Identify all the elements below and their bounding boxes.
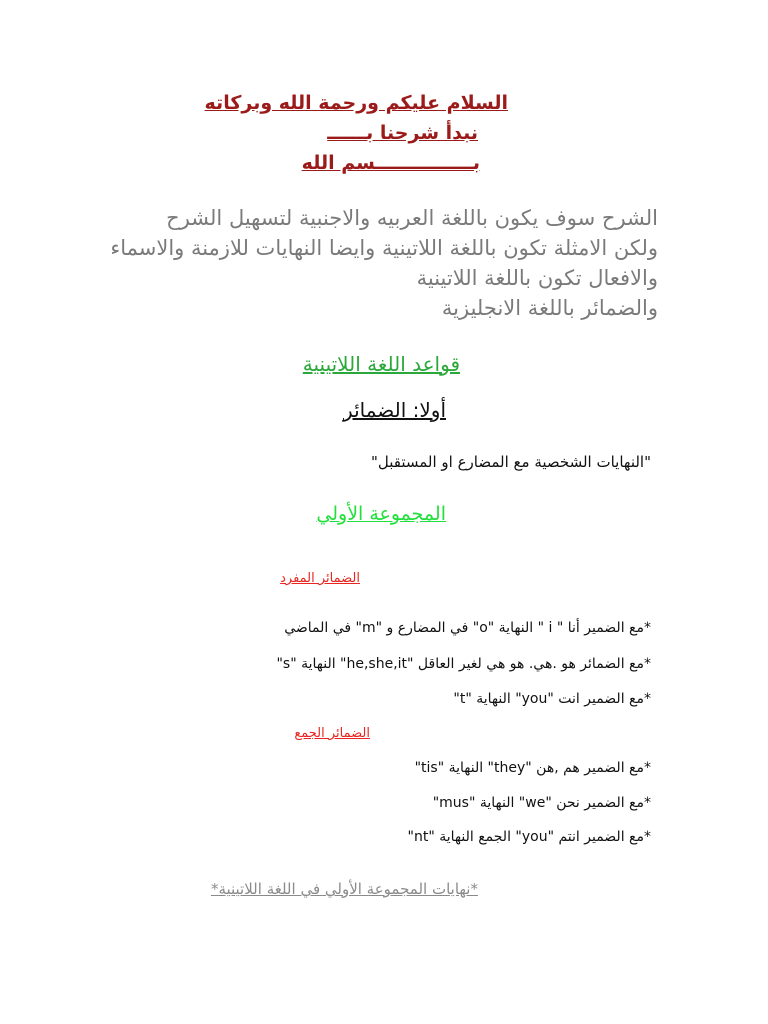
pronouns-heading: أولا: الضمائر: [343, 398, 446, 422]
section-title: قواعد اللغة اللاتينية: [302, 352, 460, 376]
singular-item-1: *مع الضمير أنا " i " النهاية "o" في المضارع و "m" في الماضي: [284, 620, 651, 636]
plural-item-3: *مع الضمير انتم "you" الجمع النهاية "nt": [407, 829, 651, 845]
endings-quote: "النهايات الشخصية مع المضارع او المستقبل": [370, 453, 651, 471]
singular-item-3: *مع الضمير انت "you" النهاية "t": [453, 691, 651, 707]
intro-line-1: الشرح سوف يكون باللغة العربيه والاجنبية لتسهيل الشرح: [166, 206, 658, 230]
plural-item-1: *مع الضمير هم ,هن "they" النهاية "tis": [414, 760, 651, 776]
plural-item-2: *مع الضمير نحن "we" النهاية "mus": [432, 795, 651, 811]
footer-note: *نهايات المجموعة الأولي في اللغة اللاتينية*: [210, 880, 478, 898]
start-heading: نبدأ شرحنا بــــــ: [327, 122, 478, 144]
greeting-heading: السلام عليكم ورحمة الله وبركاته: [204, 92, 508, 114]
intro-line-4: والضمائر باللغة الانجليزية: [441, 296, 658, 320]
intro-line-3: والافعال تكون باللغة اللاتينية: [416, 266, 658, 290]
basmala-heading: بـــــــــــــــسم الله: [301, 152, 480, 174]
singular-label: الضمائر المفرد: [280, 571, 360, 586]
singular-item-2: *مع الضمائر هو .هي. هو هي لغير العاقل "he,she,it" النهاية "s": [276, 656, 651, 672]
plural-label: الضمائر الجمع: [294, 726, 370, 741]
group-title: المجموعة الأولي: [316, 503, 446, 525]
intro-line-2: ولكن الامثلة تكون باللغة اللاتينية وايضا النهايات للازمنة والاسماء: [110, 236, 658, 260]
